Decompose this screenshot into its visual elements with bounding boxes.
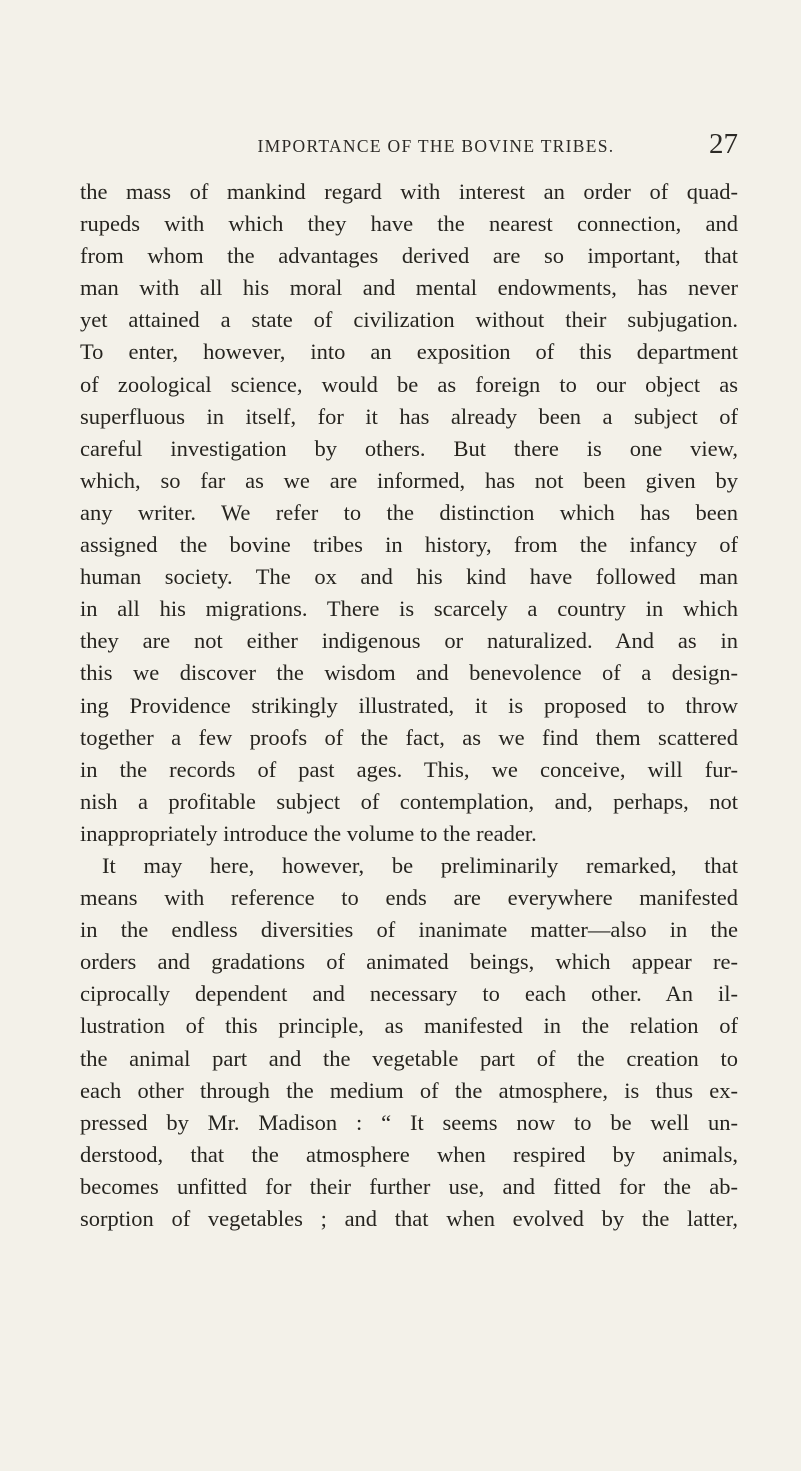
text-line: rupeds with which they have the nearest connection, and [80, 211, 738, 237]
running-head [80, 128, 738, 168]
text-line: in the records of past ages. This, we conceive, will fur- [80, 756, 738, 782]
page-number: 27 [709, 128, 738, 160]
text-line: in the endless diversities of inanimate matter—also in the [80, 917, 738, 943]
text-line: ing Providence strikingly illustrated, it is proposed to throw [80, 692, 738, 718]
text-line: lustration of this principle, as manifested in the relation of [80, 1013, 738, 1039]
text-line: superfluous in itself, for it has already been a subject of [80, 403, 738, 429]
text-line: It may here, however, be preliminarily remarked, that [102, 852, 738, 878]
text-line: together a few proofs of the fact, as we find them scattered [80, 724, 738, 750]
text-line: human society. The ox and his kind have followed man [80, 564, 738, 590]
text-line: orders and gradations of animated beings, which appear re- [80, 949, 738, 975]
text-line: this we discover the wisdom and benevolence of a design- [80, 660, 738, 686]
text-line: pressed by Mr. Madison : “ It seems now to be well un- [80, 1109, 738, 1135]
text-line: of zoological science, would be as foreign to our object as [80, 371, 738, 397]
text-line: yet attained a state of civilization without their subjugation. [80, 307, 738, 333]
paragraph-1 [80, 176, 738, 850]
running-title: IMPORTANCE OF THE BOVINE TRIBES. [257, 136, 615, 156]
text-line: which, so far as we are informed, has not been given by [80, 467, 738, 493]
text-line: they are not either indigenous or naturalized. And as in [80, 628, 738, 654]
text-line: inappropriately introduce the volume to the reader. [80, 820, 537, 846]
text-line: from whom the advantages derived are so important, that [80, 243, 738, 269]
text-line: any writer. We refer to the distinction which has been [80, 499, 738, 525]
text-line: each other through the medium of the atmosphere, is thus ex- [80, 1077, 738, 1103]
text-line: assigned the bovine tribes in history, from the infancy of [80, 532, 738, 558]
text-line: the animal part and the vegetable part of the creation to [80, 1045, 738, 1071]
text-line: ciprocally dependent and necessary to each other. An il- [80, 981, 738, 1007]
text-line: means with reference to ends are everywhere manifested [80, 885, 738, 911]
text-line: man with all his moral and mental endowments, has never [80, 275, 738, 301]
text-line: derstood, that the atmosphere when respired by animals, [80, 1141, 738, 1167]
text-line: To enter, however, into an exposition of this department [80, 339, 738, 365]
text-line: sorption of vegetables ; and that when evolved by the latter, [80, 1206, 738, 1231]
text-line: becomes unfitted for their further use, and fitted for the ab- [80, 1173, 738, 1199]
body-text [80, 176, 738, 1235]
text-line: the mass of mankind regard with interest an order of quad- [80, 179, 738, 204]
text-line: nish a profitable subject of contemplation, and, perhaps, not [80, 788, 738, 814]
paragraph-2 [80, 850, 738, 1235]
text-line: careful investigation by others. But there is one view, [80, 435, 738, 461]
text-line: in all his migrations. There is scarcely a country in which [80, 596, 738, 622]
